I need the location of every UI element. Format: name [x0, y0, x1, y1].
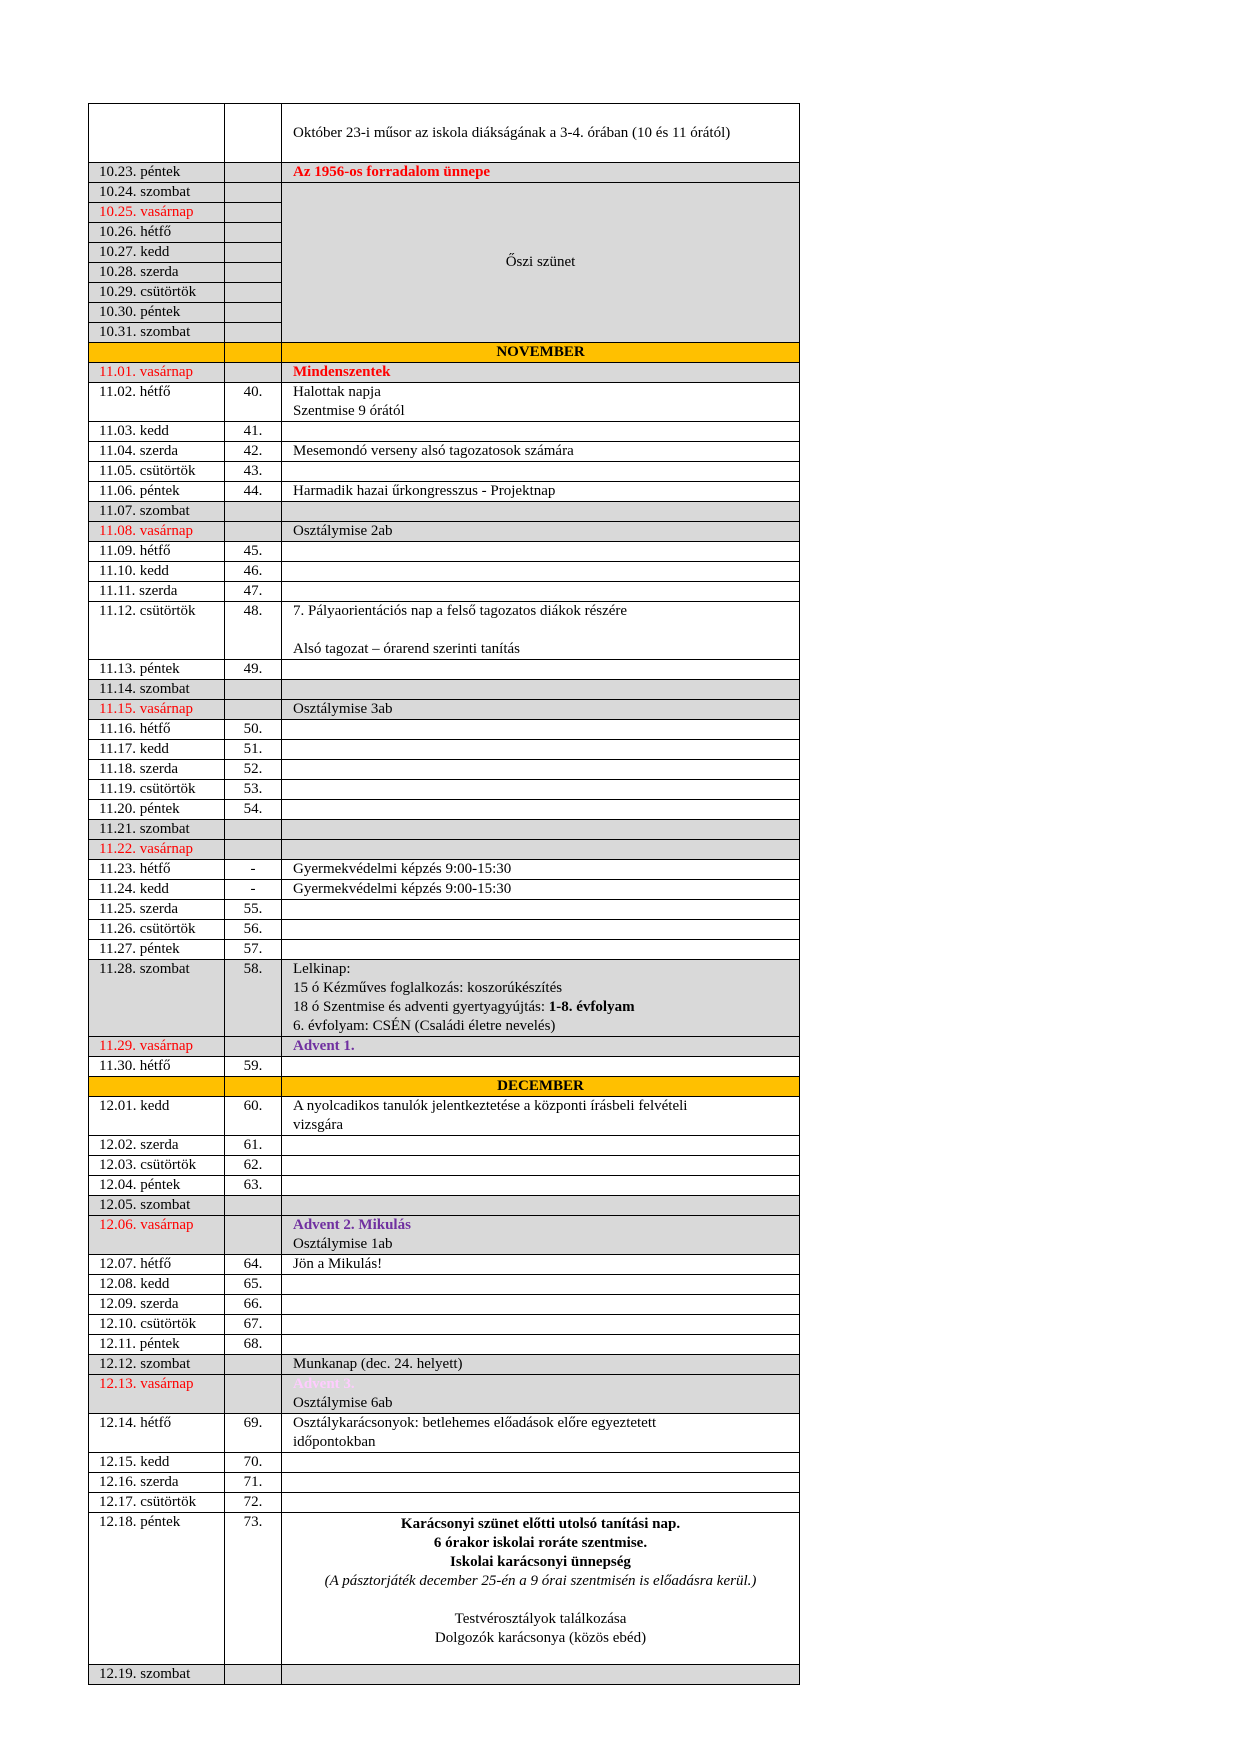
date-cell: 11.21. szombat [89, 820, 225, 840]
lesson-number-cell [225, 1077, 282, 1097]
table-row [89, 1453, 800, 1473]
event-line: Karácsonyi szünet előtti utolsó tanítási nap. [400, 1516, 681, 1532]
lesson-number-cell [225, 104, 282, 163]
date-cell: 11.08. vasárnap [89, 522, 225, 542]
table-row [89, 363, 800, 383]
lesson-number-cell: 71. [225, 1473, 282, 1493]
table-row [89, 1355, 800, 1375]
date-cell: 10.27. kedd [89, 243, 225, 263]
lesson-number-cell: 69. [225, 1414, 282, 1453]
lesson-number-cell: 43. [225, 462, 282, 482]
event-line: Advent 3. [293, 1376, 355, 1392]
lesson-number-cell: 45. [225, 542, 282, 562]
date-cell: 12.15. kedd [89, 1453, 225, 1473]
event-cell [282, 1057, 800, 1077]
lesson-number-cell: 41. [225, 422, 282, 442]
lesson-number-cell [225, 1355, 282, 1375]
lesson-number-cell: 73. [225, 1513, 282, 1665]
date-cell: 10.29. csütörtök [89, 283, 225, 303]
table-row [89, 680, 800, 700]
event-line [293, 621, 799, 640]
date-cell: 10.31. szombat [89, 323, 225, 343]
event-cell [282, 760, 800, 780]
lesson-number-cell [225, 1665, 282, 1685]
lesson-number-cell: - [225, 880, 282, 900]
event-line: Osztálykarácsonyok: betlehemes előadások előre egyeztetett [293, 1415, 657, 1431]
table-row [89, 700, 800, 720]
date-cell: 12.04. péntek [89, 1176, 225, 1196]
event-cell [282, 680, 800, 700]
date-cell: 11.04. szerda [89, 442, 225, 462]
event-cell [282, 482, 800, 502]
event-cell [282, 163, 800, 183]
event-line: 6 órakor iskolai roráte szentmise. [433, 1535, 648, 1551]
lesson-number-cell: 70. [225, 1453, 282, 1473]
event-cell [282, 363, 800, 383]
event-cell [282, 720, 800, 740]
table-row [89, 1414, 800, 1453]
date-cell: 11.27. péntek [89, 940, 225, 960]
event-line: Iskolai karácsonyi ünnepség [450, 1554, 631, 1570]
lesson-number-cell [225, 1216, 282, 1255]
date-cell: 11.23. hétfő [89, 860, 225, 880]
event-line: (A pásztorjáték december 25-én a 9 órai szentmisén is előadásra kerül.) [324, 1573, 757, 1589]
event-cell [282, 900, 800, 920]
date-cell [89, 104, 225, 163]
lesson-number-cell: 58. [225, 960, 282, 1037]
date-cell: 11.14. szombat [89, 680, 225, 700]
event-cell [282, 582, 800, 602]
date-cell: 11.30. hétfő [89, 1057, 225, 1077]
date-cell: 11.02. hétfő [89, 383, 225, 422]
table-row [89, 740, 800, 760]
event-line: Osztálymise 6ab [293, 1395, 393, 1411]
lesson-number-cell: 40. [225, 383, 282, 422]
date-cell: 11.25. szerda [89, 900, 225, 920]
table-row [89, 1255, 800, 1275]
date-cell: 11.28. szombat [89, 960, 225, 1037]
date-cell: 11.17. kedd [89, 740, 225, 760]
lesson-number-cell: 72. [225, 1493, 282, 1513]
december-rows [89, 1097, 800, 1685]
autumn-break-label: Őszi szünet [505, 254, 576, 270]
event-line: A nyolcadikos tanulók jelentkeztetése a központi írásbeli felvételi [293, 1098, 688, 1114]
lesson-number-cell: 44. [225, 482, 282, 502]
event-line: 7. Pályaorientációs nap a felső tagozatos diákok részére [293, 603, 628, 619]
lesson-number-cell: 57. [225, 940, 282, 960]
lesson-number-cell: 61. [225, 1136, 282, 1156]
lesson-number-cell [225, 1196, 282, 1216]
table-row [89, 880, 800, 900]
event-cell [282, 1493, 800, 1513]
date-cell: 12.10. csütörtök [89, 1315, 225, 1335]
event-cell [282, 522, 800, 542]
lesson-number-cell: 48. [225, 602, 282, 660]
date-cell [89, 343, 225, 363]
table-row [89, 1473, 800, 1493]
event-line: Gyermekvédelmi képzés 9:00-15:30 [293, 861, 512, 877]
month-header-row [89, 343, 800, 363]
lesson-number-cell [225, 343, 282, 363]
table-row [89, 522, 800, 542]
event-line: Testvérosztályok találkozása [454, 1611, 627, 1627]
lesson-number-cell: 62. [225, 1156, 282, 1176]
date-cell: 11.12. csütörtök [89, 602, 225, 660]
table-row [89, 422, 800, 442]
date-cell: 11.03. kedd [89, 422, 225, 442]
lesson-number-cell [225, 1375, 282, 1414]
lesson-number-cell: 49. [225, 660, 282, 680]
event-line: Gyermekvédelmi képzés 9:00-15:30 [293, 881, 512, 897]
lesson-number-cell: 67. [225, 1315, 282, 1335]
lesson-number-cell [225, 1037, 282, 1057]
date-cell: 12.11. péntek [89, 1335, 225, 1355]
event-cell [282, 1315, 800, 1335]
lesson-number-cell: 54. [225, 800, 282, 820]
date-cell: 12.08. kedd [89, 1275, 225, 1295]
november-rows [89, 363, 800, 1077]
autumn-break-cell [282, 183, 800, 343]
table-row [89, 1196, 800, 1216]
lesson-number-cell [225, 183, 282, 203]
lesson-number-cell [225, 680, 282, 700]
lesson-number-cell: 66. [225, 1295, 282, 1315]
table-row [89, 1097, 800, 1136]
lesson-number-cell [225, 700, 282, 720]
table-row [89, 1057, 800, 1077]
date-cell: 11.01. vasárnap [89, 363, 225, 383]
event-cell [282, 1097, 800, 1136]
event-line: Osztálymise 3ab [293, 701, 393, 717]
month-header-row [89, 1077, 800, 1097]
table-row [89, 960, 800, 1037]
event-cell [282, 1136, 800, 1156]
event-line: Szentmise 9 órától [293, 403, 405, 419]
event-cell [282, 1037, 800, 1057]
event-cell [282, 502, 800, 522]
table-row [89, 1295, 800, 1315]
date-cell: 11.06. péntek [89, 482, 225, 502]
event-cell [282, 383, 800, 422]
lesson-number-cell: - [225, 860, 282, 880]
table-row [89, 660, 800, 680]
lesson-number-cell: 55. [225, 900, 282, 920]
lesson-number-cell: 68. [225, 1335, 282, 1355]
event-cell [282, 422, 800, 442]
lesson-number-cell: 42. [225, 442, 282, 462]
event-cell [282, 1335, 800, 1355]
school-calendar-table [88, 103, 800, 1685]
table-row [89, 1136, 800, 1156]
event-cell [282, 1414, 800, 1453]
lesson-number-cell: 64. [225, 1255, 282, 1275]
date-cell: 12.14. hétfő [89, 1414, 225, 1453]
table-row [89, 1037, 800, 1057]
date-cell: 12.02. szerda [89, 1136, 225, 1156]
event-cell [282, 820, 800, 840]
date-cell: 12.16. szerda [89, 1473, 225, 1493]
date-cell [89, 1077, 225, 1097]
lesson-number-cell: 51. [225, 740, 282, 760]
date-cell: 11.13. péntek [89, 660, 225, 680]
event-line: Alsó tagozat – órarend szerinti tanítás [293, 641, 521, 657]
date-cell: 12.19. szombat [89, 1665, 225, 1685]
event-line: Osztálymise 1ab [293, 1236, 393, 1252]
event-line: Mesemondó verseny alsó tagozatosok számára [293, 443, 574, 459]
event-cell [282, 1275, 800, 1295]
lesson-number-cell: 59. [225, 1057, 282, 1077]
date-cell: 12.17. csütörtök [89, 1493, 225, 1513]
table-row [89, 1493, 800, 1513]
date-cell: 12.18. péntek [89, 1513, 225, 1665]
table-row [89, 940, 800, 960]
date-cell: 11.05. csütörtök [89, 462, 225, 482]
event-cell [282, 562, 800, 582]
event-cell [282, 1375, 800, 1414]
event-cell [282, 1453, 800, 1473]
event-cell [282, 660, 800, 680]
table-row [89, 163, 800, 183]
month-title-november: NOVEMBER [282, 343, 800, 363]
lesson-number-cell: 46. [225, 562, 282, 582]
event-cell [282, 1196, 800, 1216]
table-row [89, 562, 800, 582]
table-row [89, 760, 800, 780]
table-row [89, 1375, 800, 1414]
lesson-number-cell [225, 283, 282, 303]
event-cell [282, 780, 800, 800]
event-cell [282, 1473, 800, 1493]
event-cell [282, 1255, 800, 1275]
event-line: 6. évfolyam: CSÉN (Családi életre nevelés) [293, 1018, 556, 1034]
lesson-number-cell: 63. [225, 1176, 282, 1196]
lesson-number-cell [225, 363, 282, 383]
date-cell: 11.20. péntek [89, 800, 225, 820]
event-cell [282, 840, 800, 860]
table-row [89, 1275, 800, 1295]
event-line: Osztálymise 2ab [293, 523, 393, 539]
date-cell: 12.12. szombat [89, 1355, 225, 1375]
table-row [89, 183, 800, 203]
table-row [89, 720, 800, 740]
lesson-number-cell [225, 243, 282, 263]
date-cell: 11.26. csütörtök [89, 920, 225, 940]
lesson-number-cell [225, 263, 282, 283]
event-line: vizsgára [293, 1117, 343, 1133]
lesson-number-cell: 52. [225, 760, 282, 780]
lesson-number-cell [225, 840, 282, 860]
event-line: Dolgozók karácsonya (közös ebéd) [434, 1630, 647, 1646]
event-cell [282, 1665, 800, 1685]
date-cell: 12.05. szombat [89, 1196, 225, 1216]
date-cell: 10.26. hétfő [89, 223, 225, 243]
event-cell [282, 542, 800, 562]
event-line: Halottak napja [293, 384, 381, 400]
lesson-number-cell [225, 223, 282, 243]
date-cell: 11.24. kedd [89, 880, 225, 900]
table-row [89, 1315, 800, 1335]
table-row [89, 840, 800, 860]
header-note: Október 23-i műsor az iskola diákságának a 3-4. órában (10 és 11 órától) [282, 104, 800, 163]
lesson-number-cell: 47. [225, 582, 282, 602]
date-cell: 12.01. kedd [89, 1097, 225, 1136]
lesson-number-cell [225, 303, 282, 323]
event-line: 18 ó Szentmise és adventi gyertyagyújtás: 1-8. évfolyam [293, 999, 635, 1015]
table-row [89, 780, 800, 800]
date-cell: 12.09. szerda [89, 1295, 225, 1315]
event-cell [282, 800, 800, 820]
event-cell [282, 1295, 800, 1315]
date-cell: 12.07. hétfő [89, 1255, 225, 1275]
date-cell: 12.03. csütörtök [89, 1156, 225, 1176]
date-cell: 11.11. szerda [89, 582, 225, 602]
table-row [89, 900, 800, 920]
event-cell [282, 740, 800, 760]
date-cell: 11.10. kedd [89, 562, 225, 582]
table-row [89, 442, 800, 462]
date-cell: 10.25. vasárnap [89, 203, 225, 223]
date-cell: 11.22. vasárnap [89, 840, 225, 860]
event-cell [282, 462, 800, 482]
table-row [89, 542, 800, 562]
lesson-number-cell [225, 522, 282, 542]
lesson-number-cell [225, 820, 282, 840]
table-row [89, 1156, 800, 1176]
event-cell [282, 1156, 800, 1176]
event-line: 15 ó Kézműves foglalkozás: koszorúkészítés [293, 980, 563, 996]
date-cell: 11.18. szerda [89, 760, 225, 780]
date-cell: 11.15. vasárnap [89, 700, 225, 720]
event-cell [282, 1176, 800, 1196]
bold-grade-range: 1-8. évfolyam [548, 999, 635, 1015]
event-line: Mindenszentek [293, 364, 391, 380]
lesson-number-cell: 53. [225, 780, 282, 800]
event-line: időpontokban [293, 1434, 376, 1450]
date-cell: 11.19. csütörtök [89, 780, 225, 800]
event-cell [282, 1355, 800, 1375]
date-cell: 12.06. vasárnap [89, 1216, 225, 1255]
event-cell [282, 442, 800, 462]
table-row [89, 582, 800, 602]
event-cell [282, 920, 800, 940]
lesson-number-cell: 50. [225, 720, 282, 740]
event-cell [282, 1513, 800, 1665]
holiday-title: Az 1956-os forradalom ünnepe [293, 164, 491, 180]
table-row [89, 1216, 800, 1255]
table-row [89, 482, 800, 502]
date-cell: 10.24. szombat [89, 183, 225, 203]
event-line: Harmadik hazai űrkongresszus - Projektnap [293, 483, 556, 499]
lesson-number-cell: 56. [225, 920, 282, 940]
table-row [89, 1176, 800, 1196]
table-row [89, 820, 800, 840]
table-row [89, 1335, 800, 1355]
event-cell [282, 960, 800, 1037]
event-cell [282, 1216, 800, 1255]
month-title-december: DECEMBER [282, 1077, 800, 1097]
lesson-number-cell [225, 203, 282, 223]
table-row [89, 1513, 800, 1665]
table-row [89, 860, 800, 880]
table-row [89, 1665, 800, 1685]
table-row [89, 462, 800, 482]
event-line: Advent 2. Mikulás [293, 1217, 411, 1233]
table-row [89, 920, 800, 940]
table-row [89, 602, 800, 660]
event-line: Lelkinap: [293, 961, 351, 977]
table-row [89, 800, 800, 820]
table-row [89, 502, 800, 522]
event-cell [282, 860, 800, 880]
event-cell [282, 940, 800, 960]
event-line: Munkanap (dec. 24. helyett) [293, 1356, 463, 1372]
date-cell: 11.07. szombat [89, 502, 225, 522]
event-cell [282, 700, 800, 720]
event-line: Jön a Mikulás! [293, 1256, 383, 1272]
lesson-number-cell: 60. [225, 1097, 282, 1136]
date-cell: 10.23. péntek [89, 163, 225, 183]
table-row [89, 383, 800, 422]
date-cell: 10.28. szerda [89, 263, 225, 283]
date-cell: 11.29. vasárnap [89, 1037, 225, 1057]
lesson-number-cell [225, 163, 282, 183]
date-cell: 10.30. péntek [89, 303, 225, 323]
event-line: Advent 1. [293, 1038, 355, 1054]
lesson-number-cell [225, 323, 282, 343]
event-cell [282, 880, 800, 900]
lesson-number-cell: 65. [225, 1275, 282, 1295]
date-cell: 11.16. hétfő [89, 720, 225, 740]
event-line [282, 1591, 799, 1610]
event-cell [282, 602, 800, 660]
lesson-number-cell [225, 502, 282, 522]
date-cell: 12.13. vasárnap [89, 1375, 225, 1414]
date-cell: 11.09. hétfő [89, 542, 225, 562]
